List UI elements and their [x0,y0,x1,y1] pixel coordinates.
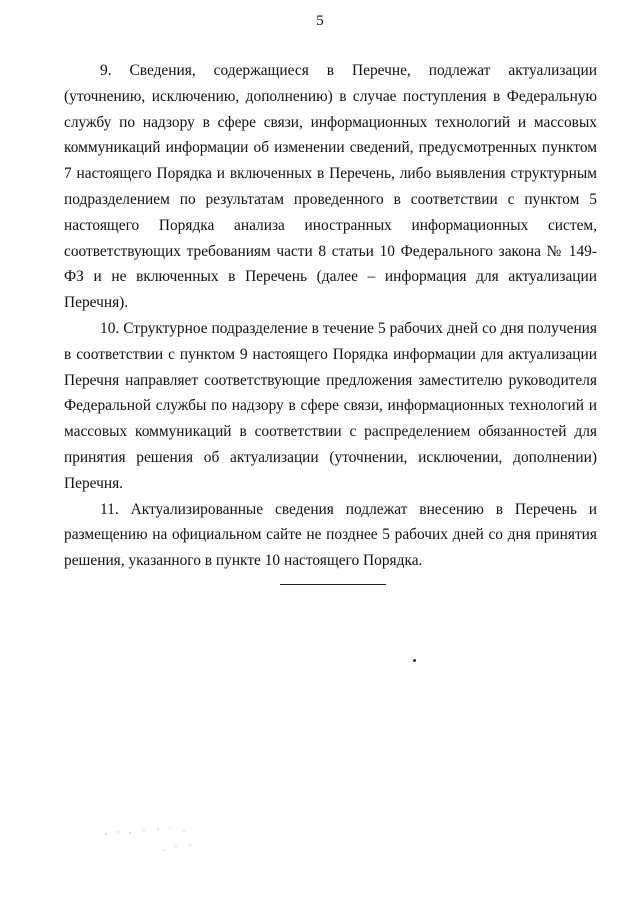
paragraph-10: 10. Структурное подразделение в течение 5 рабочих дней со дня получения в соответствии с пунктом 9 настоящего Порядка информации для актуализации Перечня направляет соответствующие предложения заместителю руководителя Федеральной службы по надзору в сфере связи, информационных технологий и массовых коммуникаций в соответствии с распределением обязанностей для принятия решения об актуализации (уточнении, исключении, дополнении) Перечня. [64,319,597,492]
page-number: 5 [316,13,324,29]
scan-speck [413,659,416,662]
scan-noise-marks [100,820,210,880]
end-divider-line [280,584,386,585]
paragraph-11: 11. Актуализированные сведения подлежат внесению в Перечень и размещению на официальном сайте не позднее 5 рабочих дней со дня принятия решения, указанного в пункте 10 настоящего Порядка. [64,500,597,570]
paragraph-9: 9. Сведения, содержащиеся в Перечне, подлежат актуализации (уточнению, исключению, дополнению) в случае поступления в Федеральную службу по надзору в сфере связи, информационных технологий и массовых коммуникаций информации об изменении сведений, предусмотренных пунктом 7 настоящего Порядка и включенных в Перечень, либо выявления структурным подразделением по результатам проведенного в соответствии с пунктом 5 настоящего Порядка анализа иностранных информационных систем, соответствующих требованиям части 8 статьи 10 Федерального закона № 149-ФЗ и не включенных в Перечень (далее – информация для актуализации Перечня). [64,62,597,312]
document-body [64,58,597,574]
